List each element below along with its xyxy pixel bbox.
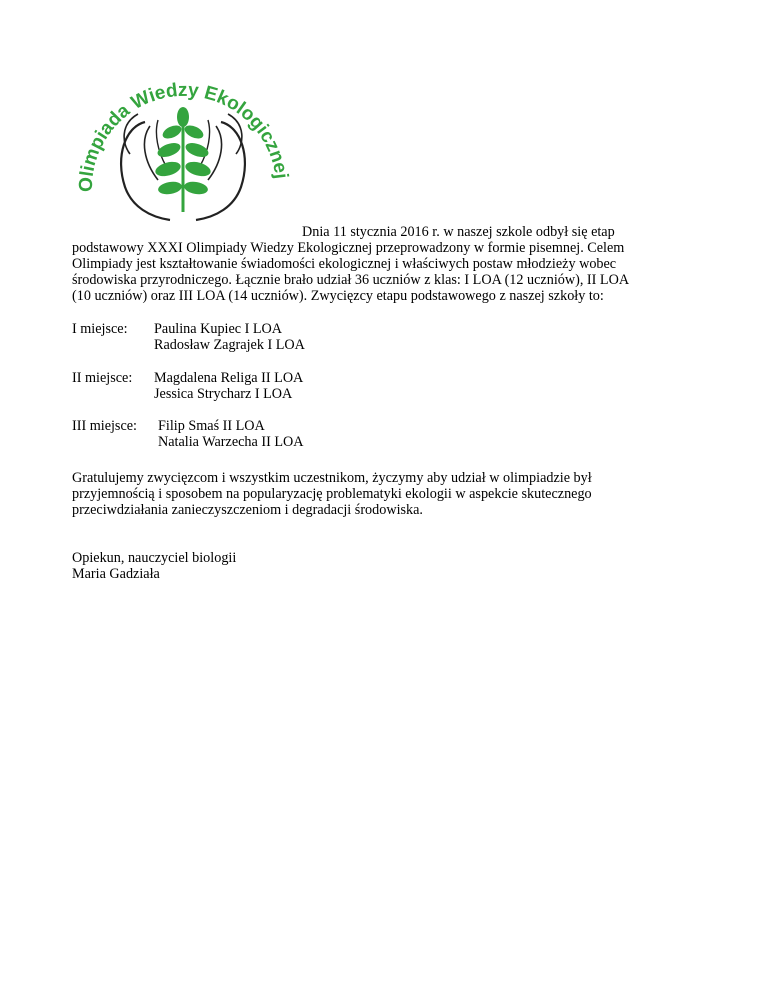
intro-line: środowiska przyrodniczego. Łącznie brało udział 36 uczniów z klas: I LOA (12 uczniów), II LOA [72, 272, 630, 288]
leaf-in-hands-icon [70, 62, 296, 228]
closing-paragraph [72, 470, 712, 518]
winner-name: Jessica Strycharz I LOA [154, 386, 293, 402]
signature-role: Opiekun, nauczyciel biologii [72, 550, 237, 566]
winner-name: Magdalena Religa II LOA [154, 370, 304, 386]
intro-first-line: Dnia 11 stycznia 2016 r. w naszej szkole odbył się etap [302, 224, 615, 240]
winner-name: Filip Smaś II LOA [158, 418, 265, 434]
winners-second-place [72, 370, 712, 402]
place-label: II miejsce: [72, 370, 133, 386]
olympiad-logo [70, 62, 296, 228]
winner-name: Natalia Warzecha II LOA [158, 434, 304, 450]
place-label: I miejsce: [72, 321, 128, 337]
logo-title-text: Olimpiada Wiedzy Ekologicznej [75, 79, 292, 193]
closing-line: Gratulujemy zwycięzcom i wszystkim uczestnikom, życzymy aby udział w olimpiadzie był [72, 470, 592, 486]
signature-block [72, 550, 236, 582]
closing-line: przyjemnością i sposobem na popularyzację problematyki ekologii w aspekcie skutecznego [72, 486, 592, 502]
intro-line: (10 uczniów) oraz III LOA (14 uczniów). Zwycięzcy etapu podstawowego z naszej szkoły to: [72, 288, 604, 304]
intro-line: Olimpiady jest kształtowanie świadomości ekologicznej i właściwych postaw młodzieży wobec [72, 256, 617, 272]
winner-name: Radosław Zagrajek I LOA [154, 337, 305, 353]
signature-name: Maria Gadziała [72, 566, 160, 582]
place-label: III miejsce: [72, 418, 137, 434]
intro-line: podstawowy XXXI Olimpiady Wiedzy Ekologicznej przeprowadzony w formie pisemnej. Celem [72, 240, 625, 256]
winner-name: Paulina Kupiec I LOA [154, 321, 283, 337]
closing-line: przeciwdziałania zanieczyszczeniom i degradacji środowiska. [72, 502, 423, 518]
intro-paragraph [72, 224, 712, 304]
winners-first-place [72, 321, 712, 353]
winners-third-place [72, 418, 712, 450]
